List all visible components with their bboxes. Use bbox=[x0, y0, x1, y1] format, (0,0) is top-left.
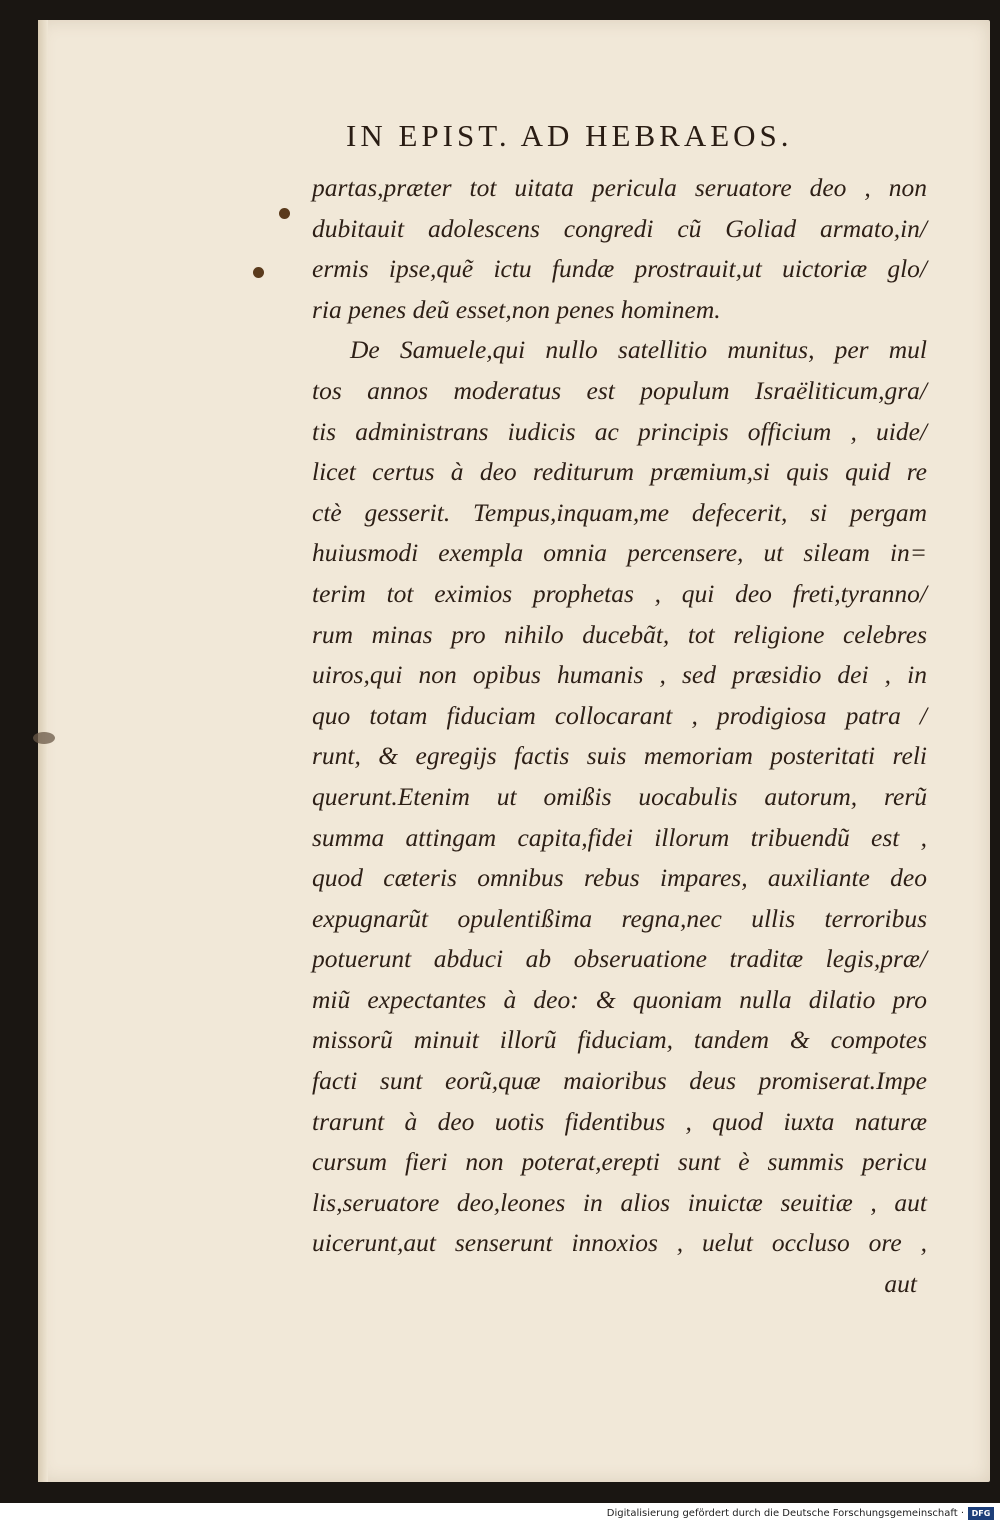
text-line: uiros,qui non opibus humanis , sed præsidio dei , in bbox=[312, 660, 927, 690]
text-line: terim tot eximios prophetas , qui deo freti,tyranno/ bbox=[312, 578, 927, 608]
running-head: IN EPIST. AD HEBRAEOS. bbox=[346, 118, 793, 153]
text-line: rum minas pro nihilo ducebãt, tot religione celebres bbox=[312, 619, 927, 649]
text-line: expugnarũt opulentißima regna,nec ullis terroribus bbox=[312, 903, 927, 933]
text-line: quo totam fiduciam collocarant , prodigiosa patra / bbox=[312, 700, 927, 730]
text-line: ermis ipse,quẽ ictu fundæ prostrauit,ut uictoriæ glo/ bbox=[312, 254, 927, 284]
text-line: lis,seruatore deo,leones in alios inuictæ seuitiæ , aut bbox=[312, 1187, 927, 1217]
catchword: aut bbox=[884, 1269, 917, 1299]
text-line: ria penes deũ esset,non penes hominem. bbox=[312, 294, 721, 324]
text-line: dubitauit adolescens congredi cũ Goliad armato,in/ bbox=[312, 213, 927, 243]
text-line: tos annos moderatus est populum Israëliticum,gra/ bbox=[312, 375, 927, 405]
text-line: quod cæteris omnibus rebus impares, auxiliante deo bbox=[312, 863, 927, 893]
text-line: runt, & egregijs factis suis memoriam posteritati reli bbox=[312, 741, 927, 771]
dfg-logo: DFG bbox=[968, 1507, 994, 1520]
text-line: licet certus à deo rediturum præmium,si quis quid re bbox=[312, 457, 927, 487]
margin-mark bbox=[279, 208, 290, 219]
text-line: ctè gesserit. Tempus,inquam,me defecerit, si pergam bbox=[312, 497, 927, 527]
body-text bbox=[312, 168, 927, 1305]
text-line: trarunt à deo uotis fidentibus , quod iuxta naturæ bbox=[312, 1106, 927, 1136]
page-gutter-edge bbox=[38, 20, 48, 1482]
text-line: summa attingam capita,fidei illorum tribuendũ est , bbox=[312, 822, 927, 852]
text-line: tis administrans iudicis ac principis officium , uide/ bbox=[312, 416, 927, 446]
text-line: facti sunt eorũ,quæ maioribus deus promiserat.Impe bbox=[312, 1066, 927, 1096]
text-line: partas,præter tot uitata pericula seruatore deo , non bbox=[312, 173, 927, 202]
margin-smudge bbox=[33, 732, 55, 744]
text-line: cursum fieri non poterat,erepti sunt è summis pericu bbox=[312, 1147, 927, 1177]
text-line: huiusmodi exempla omnia percensere, ut sileam in= bbox=[312, 538, 927, 568]
text-line: potuerunt abduci ab obseruatione traditæ legis,præ/ bbox=[312, 944, 927, 974]
text-line: miũ expectantes à deo: & quoniam nulla dilatio pro bbox=[312, 984, 927, 1014]
footer-credit: Digitalisierung gefördert durch die Deutsche Forschungsgemeinschaft · bbox=[606, 1508, 964, 1519]
text-line: querunt.Etenim ut omißis uocabulis autorum, rerũ bbox=[312, 781, 927, 811]
margin-mark bbox=[253, 267, 264, 278]
text-line: missorũ minuit illorũ fiduciam, tandem & compotes bbox=[312, 1025, 927, 1055]
text-line: De Samuele,qui nullo satellitio munitus, per mul bbox=[350, 335, 927, 365]
text-line: uicerunt,aut senserunt innoxios , uelut occluso ore , bbox=[312, 1228, 927, 1258]
